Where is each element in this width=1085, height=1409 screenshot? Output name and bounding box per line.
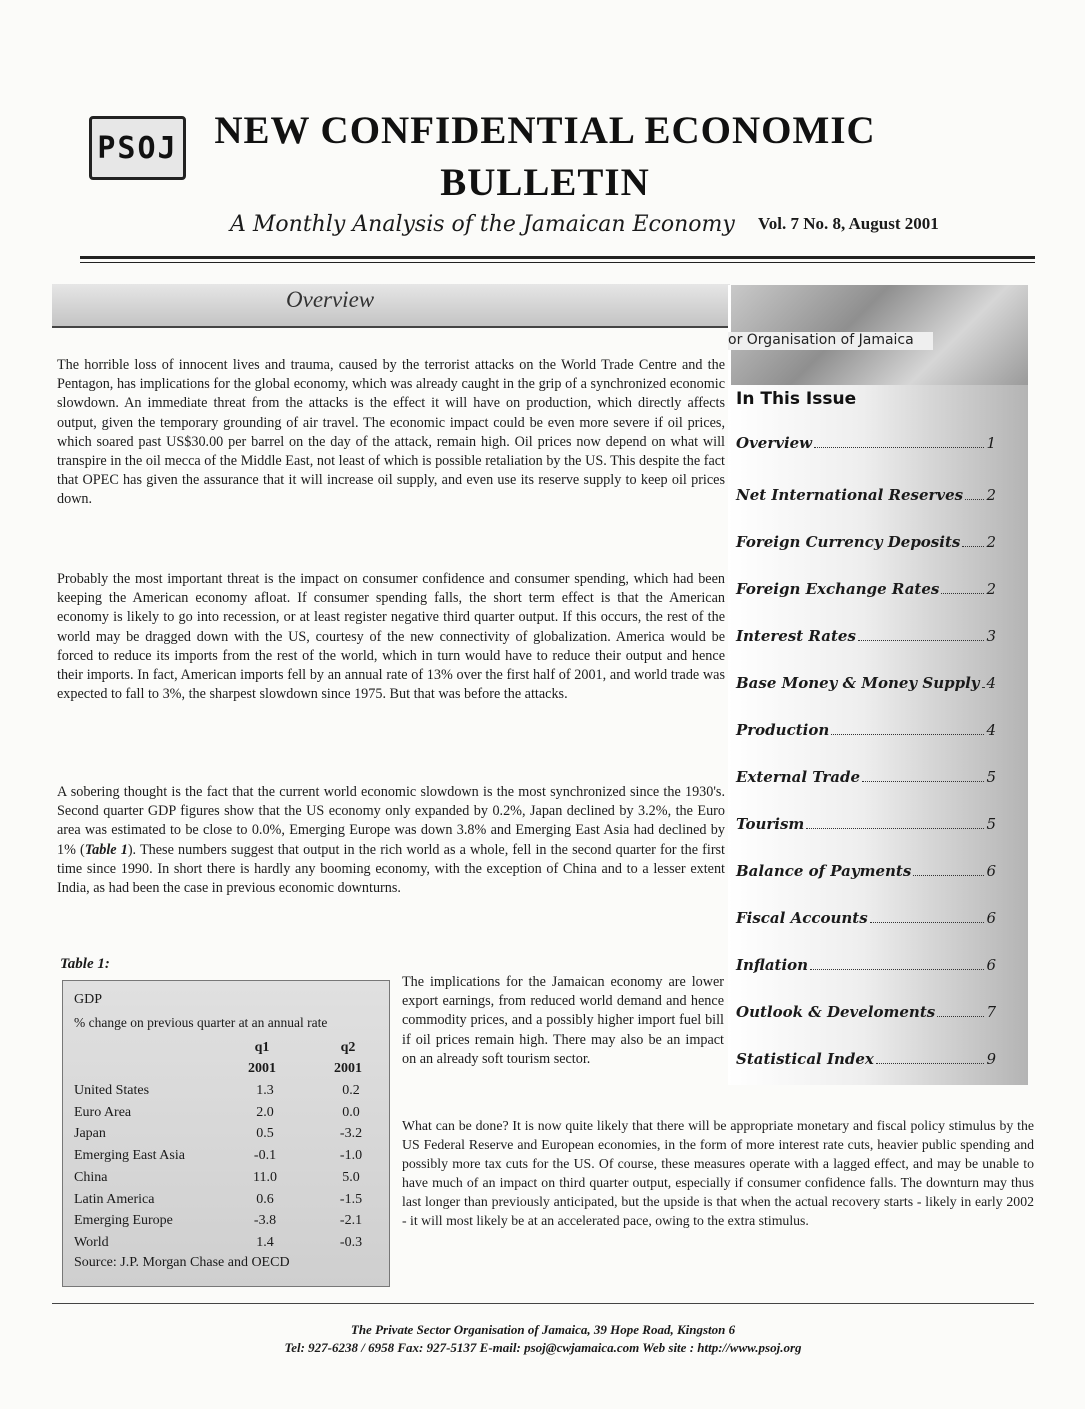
toc-item-label: Inflation bbox=[736, 956, 809, 974]
table-cell-q1: 2.0 bbox=[256, 1104, 274, 1120]
toc-item-page: 1 bbox=[986, 434, 996, 452]
footer-address: The Private Sector Organisation of Jamaica, 39 Hope Road, Kingston 6 bbox=[350, 1322, 736, 1337]
toc-leader-dots bbox=[858, 639, 985, 641]
table-cell-q2: -0.3 bbox=[339, 1234, 363, 1250]
paragraph-3-text-a: A sobering thought is the fact that the current world economic slowdown is the most synchronized since the 1930's. Second quarter GDP figures show that the US economy only expanded by 0.2%, Japan declined by 3.2%, the Euro area was estimated to be close to 0.0%, Emerging Europe was down 3.8% and Emerging East Asia had declined by 1% ( bbox=[57, 784, 725, 858]
toc-leader-dots bbox=[965, 498, 984, 500]
table-cell-name: World bbox=[74, 1234, 109, 1250]
table-cell-q1: 0.5 bbox=[256, 1126, 274, 1142]
overview-heading: Overview bbox=[286, 287, 375, 312]
toc-item[interactable] bbox=[736, 956, 996, 974]
toc-item-label: Production bbox=[736, 721, 830, 739]
toc-leader-dots bbox=[870, 921, 985, 923]
toc-item[interactable] bbox=[736, 486, 996, 504]
paragraph-3-text-b: ). These numbers suggest that output in the rich world as a whole, fell in the second quarter for the first time since 1990. In short there is hardly any booming economy, with the exception of China and to a lesser extent India, as had been the case in previous economic downturns. bbox=[57, 841, 726, 897]
toc-item-page: 9 bbox=[986, 1050, 996, 1068]
toc-item-page: 2 bbox=[986, 486, 996, 504]
toc-item[interactable] bbox=[736, 580, 996, 598]
toc-leader-dots bbox=[876, 1062, 985, 1064]
toc-item-label: Net International Reserves bbox=[736, 486, 964, 504]
footer-contact: Tel: 927-6238 / 6958 Fax: 927-5137 E-mail: psoj@cwjamaica.com Web site : http://www.psoj.org bbox=[284, 1340, 802, 1355]
table-cell-name: Japan bbox=[74, 1126, 106, 1142]
toc-item-page: 4 bbox=[986, 674, 996, 692]
toc-leader-dots bbox=[810, 968, 984, 970]
table-cell-q2: -1.5 bbox=[339, 1191, 363, 1207]
table-label: Table 1: bbox=[60, 956, 110, 972]
overview-banner bbox=[52, 284, 730, 328]
toc-item-label: Fiscal Accounts bbox=[736, 909, 868, 927]
column-header-q2-year: 2001 bbox=[334, 1061, 362, 1076]
table-cell-q1: 1.4 bbox=[256, 1234, 274, 1250]
table-row bbox=[74, 1148, 374, 1169]
toc-item-page: 2 bbox=[986, 533, 996, 551]
table-cell-name: United States bbox=[74, 1083, 150, 1098]
table-cell-q2: 0.0 bbox=[342, 1104, 360, 1120]
overview-paragraph-4: The implications for the Jamaican economy are lower export earnings, from reduced world demand and hence commodity prices, and a possibly higher import fuel bill if oil prices remain high. There may also be an impact on an already soft tourism sector. bbox=[402, 974, 724, 1067]
toc-item-label: Outlook & Develoments bbox=[736, 1003, 936, 1021]
table-title: GDP bbox=[74, 992, 103, 1007]
table-row bbox=[74, 1126, 374, 1147]
toc-item[interactable] bbox=[736, 434, 996, 452]
toc-item-page: 4 bbox=[986, 721, 996, 739]
toc-item-label: Balance of Payments bbox=[736, 862, 912, 880]
column-header-q2: q2 bbox=[340, 1040, 356, 1055]
table-cell-q2: -1.0 bbox=[339, 1148, 363, 1164]
table-cell-name: Emerging Europe bbox=[74, 1213, 173, 1229]
table-cell-q1: -3.8 bbox=[253, 1213, 277, 1229]
toc-leader-dots bbox=[806, 827, 984, 829]
overview-paragraph-5: What can be done? It is now quite likely that there will be appropriate monetary and fiscal policy stimulus by the US Federal Reserve and European economies, in the form of more interest rate cuts, heavier public spending and possibly more tax cuts for the US. Of course, these measures operate with a lagged effect, and may be unable to have much of an impact on third quarter output, especially if consumer confidence falls. The downturn may thus last longer than previously anticipated, but the upside is that when the actual recovery starts - likely in early 2002 - it will most likely be at an accelerated pace, owing to the extra stimulus. bbox=[402, 1118, 1034, 1228]
column-header-q1: q1 bbox=[254, 1040, 270, 1055]
bulletin-title-line1: NEW CONFIDENTIAL ECONOMIC bbox=[214, 109, 876, 152]
table-reference: Table 1 bbox=[84, 841, 128, 858]
table-cell-name: Euro Area bbox=[74, 1104, 132, 1120]
toc-leader-dots bbox=[862, 780, 984, 782]
toc-item-page: 7 bbox=[986, 1003, 996, 1021]
toc-item[interactable] bbox=[736, 815, 996, 833]
table-row bbox=[74, 1235, 374, 1256]
toc-leader-dots bbox=[937, 1015, 984, 1017]
toc-item-label: Overview bbox=[736, 434, 813, 452]
table-row bbox=[74, 1213, 374, 1234]
psoj-logo: PSOJ bbox=[89, 116, 186, 180]
table-row bbox=[74, 1170, 374, 1191]
table-row bbox=[74, 1083, 374, 1104]
toc-item[interactable] bbox=[736, 721, 996, 739]
table-cell-name: Emerging East Asia bbox=[74, 1148, 185, 1164]
toc-item-label: Base Money & Money Supply bbox=[736, 674, 980, 692]
table-cell-q2: -2.1 bbox=[339, 1213, 363, 1229]
toc-leader-dots bbox=[941, 592, 984, 594]
overview-paragraph-2: Probably the most important threat is the impact on consumer confidence and consumer spending, which had been keeping the American economy afloat. If consumer spending falls, the short term effect is that the American economy is likely to go into recession, or at least register negative third quarter output. If this occurs, the rest of the world may be dragged down with the US, courtesy of the new connectivity of globalization. America would be forced to reduce its imports from the rest of the world, which in turn would have to reduce their output and hence their imports. In fact, American imports fell by an annual rate of 13% over the first half of 2001, and world trade was expected to fall to 3%, the sharpest slowdown since 1975. But that was before the attacks. bbox=[57, 571, 725, 703]
volume-info: Vol. 7 No. 8, August 2001 bbox=[758, 214, 939, 233]
table-cell-name: China bbox=[74, 1169, 108, 1185]
toc-item[interactable] bbox=[736, 533, 996, 551]
toc-item-page: 6 bbox=[986, 862, 996, 880]
table-row bbox=[74, 1192, 374, 1213]
table-cell-q1: -0.1 bbox=[253, 1148, 277, 1164]
bulletin-subtitle: A Monthly Analysis of the Jamaican Economy bbox=[230, 212, 735, 237]
toc-item-page: 6 bbox=[986, 956, 996, 974]
toc-item-label: External Trade bbox=[736, 768, 861, 786]
toc-item-page: 5 bbox=[986, 768, 996, 786]
toc-item[interactable] bbox=[736, 909, 996, 927]
toc-item-label: Statistical Index bbox=[736, 1050, 874, 1068]
table-cell-q2: -3.2 bbox=[339, 1126, 363, 1142]
overview-paragraph-3 bbox=[57, 783, 725, 898]
header-rule-thin bbox=[80, 262, 1035, 263]
toc-item-page: 6 bbox=[986, 909, 996, 927]
toc-leader-dots bbox=[982, 686, 985, 688]
column-header-q1-year: 2001 bbox=[248, 1061, 276, 1076]
table-cell-q2: 5.0 bbox=[342, 1169, 360, 1185]
toc-item-label: Foreign Exchange Rates bbox=[736, 580, 940, 598]
toc-item[interactable] bbox=[736, 1003, 996, 1021]
toc-item[interactable] bbox=[736, 862, 996, 880]
table-description: % change on previous quarter at an annual rate bbox=[74, 1015, 328, 1030]
toc-item[interactable] bbox=[736, 674, 996, 692]
toc-item-page: 2 bbox=[986, 580, 996, 598]
table-cell-q2: 0.2 bbox=[342, 1083, 360, 1098]
sidebar-photo-caption: or Organisation of Jamaica bbox=[728, 332, 933, 350]
toc-item[interactable] bbox=[736, 627, 996, 645]
toc-item-page: 3 bbox=[986, 627, 996, 645]
toc-item-label: Foreign Currency Deposits bbox=[736, 533, 961, 551]
toc-item-page: 5 bbox=[986, 815, 996, 833]
toc-item-label: Interest Rates bbox=[736, 627, 856, 645]
toc-leader-dots bbox=[913, 874, 984, 876]
header-rule bbox=[80, 256, 1035, 259]
bulletin-title-line2: BULLETIN bbox=[440, 161, 650, 204]
toc-item[interactable] bbox=[736, 1050, 996, 1068]
toc-item[interactable] bbox=[736, 768, 996, 786]
overview-paragraph-1: The horrible loss of innocent lives and trauma, caused by the terrorist attacks on the World Trade Centre and the Pentagon, has implications for the global economy, which was already caught in the grip of a synchronized economic slowdown. An immediate threat from the attacks is the effect it will have on production, which directly affects output, given the temporary grounding of air travel. The economic impact could be even more severe if oil prices, which soared past US$30.00 per barrel on the day of the attack, remain high. Oil prices now depend on what will transpire in the oil mecca of the Middle East, not least of which is possible retaliation by the US. This despite the fact that OPEC has given the assurance that it will increase oil supply, and even use its reserve supply to keep oil prices down. bbox=[57, 357, 725, 508]
table-cell-q1: 11.0 bbox=[253, 1169, 277, 1185]
table-row bbox=[74, 1105, 374, 1126]
toc-leader-dots bbox=[831, 733, 984, 735]
table-source: Source: J.P. Morgan Chase and OECD bbox=[74, 1255, 290, 1270]
in-this-issue-heading: In This Issue bbox=[736, 389, 857, 409]
toc-item-label: Tourism bbox=[736, 815, 805, 833]
table-cell-q1: 0.6 bbox=[256, 1191, 274, 1207]
table-cell-q1: 1.3 bbox=[256, 1083, 274, 1098]
table-cell-name: Latin America bbox=[74, 1191, 155, 1207]
toc-leader-dots bbox=[814, 446, 984, 448]
footer-rule bbox=[52, 1303, 1034, 1304]
toc-leader-dots bbox=[962, 545, 984, 547]
